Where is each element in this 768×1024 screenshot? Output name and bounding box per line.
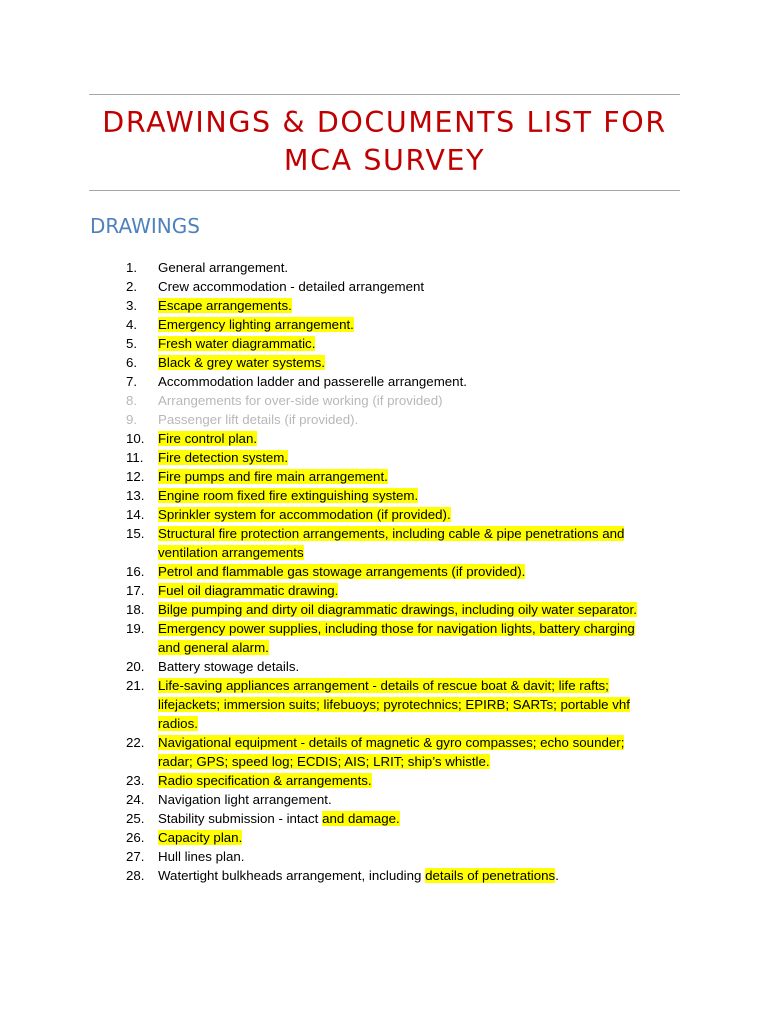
list-item: [0, 524, 690, 562]
list-item: [0, 562, 690, 581]
highlighted-text: Engine room fixed fire extinguishing system.: [158, 488, 419, 503]
list-item: [0, 657, 690, 676]
highlighted-text: Fresh water diagrammatic.: [158, 336, 316, 351]
list-item: [0, 410, 690, 429]
highlighted-text: details of penetrations: [425, 868, 556, 883]
highlighted-text: and general alarm.: [158, 640, 269, 655]
item-text: Hull lines plan.: [158, 849, 245, 864]
highlighted-text: Fire pumps and fire main arrangement.: [158, 469, 388, 484]
item-number: 14.: [126, 507, 145, 522]
document-title: [89, 104, 680, 180]
item-number: 3.: [126, 298, 138, 313]
list-item: [0, 448, 690, 467]
item-text: .: [555, 868, 559, 883]
item-number: 27.: [126, 849, 145, 864]
list-item: [0, 866, 690, 885]
section-heading: DRAWINGS: [90, 214, 200, 238]
highlighted-text: Fuel oil diagrammatic drawing.: [158, 583, 339, 598]
item-number: 5.: [126, 336, 138, 351]
list-item: [0, 391, 690, 410]
highlighted-text: Emergency lighting arrangement.: [158, 317, 354, 332]
list-item: [0, 315, 690, 334]
list-item: [0, 486, 690, 505]
item-number: 21.: [126, 678, 145, 693]
item-number: 8.: [126, 393, 138, 408]
highlighted-text: Bilge pumping and dirty oil diagrammatic drawings, including oily water separator.: [158, 602, 637, 617]
top-rule: [89, 94, 680, 95]
list-item: [0, 619, 690, 657]
item-text: Navigation light arrangement.: [158, 792, 332, 807]
item-number: 24.: [126, 792, 145, 807]
title-line-1: DRAWINGS & DOCUMENTS LIST FOR: [102, 106, 667, 139]
list-item: [0, 600, 690, 619]
item-text: Battery stowage details.: [158, 659, 300, 674]
highlighted-text: Emergency power supplies, including those for navigation lights, battery charging: [158, 621, 635, 636]
bottom-rule: [89, 190, 680, 191]
list-item: [0, 467, 690, 486]
item-number: 13.: [126, 488, 145, 503]
item-number: 23.: [126, 773, 145, 788]
list-item: [0, 676, 690, 733]
list-item: [0, 296, 690, 315]
item-number: 15.: [126, 526, 145, 541]
highlighted-text: Capacity plan.: [158, 830, 243, 845]
highlighted-text: Radio specification & arrangements.: [158, 773, 372, 788]
list-item: [0, 847, 690, 866]
item-number: 11.: [126, 450, 144, 465]
item-number: 7.: [126, 374, 138, 389]
item-text: Crew accommodation - detailed arrangement: [158, 279, 425, 294]
list-item: [0, 372, 690, 391]
list-item: [0, 790, 690, 809]
list-item: [0, 828, 690, 847]
item-number: 22.: [126, 735, 145, 750]
list-item: [0, 809, 690, 828]
highlighted-text: Petrol and flammable gas stowage arrangements (if provided).: [158, 564, 526, 579]
item-number: 18.: [126, 602, 145, 617]
list-item: [0, 771, 690, 790]
item-number: 28.: [126, 868, 145, 883]
item-number: 19.: [126, 621, 145, 636]
list-item: [0, 334, 690, 353]
title-line-2: MCA SURVEY: [283, 144, 486, 177]
list-item: [0, 353, 690, 372]
item-text: Arrangements for over-side working (if provided): [158, 393, 443, 408]
item-number: 9.: [126, 412, 138, 427]
list-item: [0, 277, 690, 296]
item-number: 10.: [126, 431, 145, 446]
highlighted-text: Escape arrangements.: [158, 298, 292, 313]
item-number: 25.: [126, 811, 145, 826]
item-text: Stability submission - intact: [158, 811, 323, 826]
highlighted-text: Fire detection system.: [158, 450, 289, 465]
item-number: 26.: [126, 830, 145, 845]
item-text: General arrangement.: [158, 260, 289, 275]
list-item: [0, 581, 690, 600]
list-item: [0, 258, 690, 277]
highlighted-text: Structural fire protection arrangements, including cable & pipe penetrations and: [158, 526, 625, 541]
highlighted-text: lifejackets; immersion suits; lifebuoys; pyrotechnics; EPIRB; SARTs; portable vhf: [158, 697, 630, 712]
highlighted-text: Life-saving appliances arrangement - details of rescue boat & davit; life rafts;: [158, 678, 609, 693]
list-item: [0, 429, 690, 448]
highlighted-text: Fire control plan.: [158, 431, 258, 446]
item-text: Watertight bulkheads arrangement, including: [158, 868, 426, 883]
highlighted-text: ventilation arrangements: [158, 545, 304, 560]
item-text: Accommodation ladder and passerelle arrangement.: [158, 374, 467, 389]
item-number: 1.: [126, 260, 138, 275]
item-number: 20.: [126, 659, 145, 674]
item-number: 4.: [126, 317, 138, 332]
highlighted-text: radar; GPS; speed log; ECDIS; AIS; LRIT; ship’s whistle.: [158, 754, 490, 769]
highlighted-text: radios.: [158, 716, 198, 731]
list-item: [0, 733, 690, 771]
highlighted-text: Navigational equipment - details of magnetic & gyro compasses; echo sounder;: [158, 735, 625, 750]
item-number: 17.: [126, 583, 145, 598]
item-number: 2.: [126, 279, 138, 294]
highlighted-text: Sprinkler system for accommodation (if provided).: [158, 507, 451, 522]
drawings-list: [0, 258, 690, 885]
item-text: Passenger lift details (if provided).: [158, 412, 359, 427]
highlighted-text: and damage.: [322, 811, 400, 826]
list-item: [0, 505, 690, 524]
item-number: 6.: [126, 355, 138, 370]
item-number: 12.: [126, 469, 145, 484]
item-number: 16.: [126, 564, 145, 579]
highlighted-text: Black & grey water systems.: [158, 355, 325, 370]
